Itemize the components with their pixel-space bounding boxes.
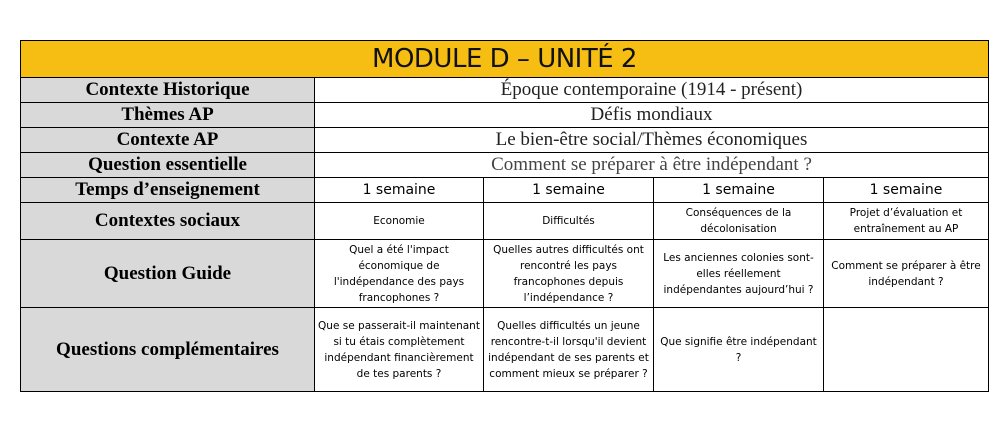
temps-week-4: 1 semaine — [824, 177, 989, 202]
question-guide-3: Les anciennes colonies sont-elles réellement indépendantes aujourd’hui ? — [654, 240, 824, 308]
question-complementaire-3: Que signifie être indépendant ? — [654, 308, 824, 392]
themes-ap-label: Thèmes AP — [21, 102, 315, 127]
question-guide-label: Question Guide — [21, 240, 315, 308]
module-table — [20, 40, 989, 392]
contextes-sociaux-label: Contextes sociaux — [21, 202, 315, 240]
contexte-ap-label: Contexte AP — [21, 127, 315, 152]
temps-week-1: 1 semaine — [315, 177, 484, 202]
contexte-social-2: Difficultés — [484, 202, 654, 240]
question-guide-4: Comment se préparer à être indépendant ? — [824, 240, 989, 308]
question-essentielle-value: Comment se préparer à être indépendant ? — [315, 152, 989, 177]
question-complementaire-4 — [824, 308, 989, 392]
questions-complementaires-label: Questions complémentaires — [21, 308, 315, 392]
contexte-ap-value: Le bien-être social/Thèmes économiques — [315, 127, 989, 152]
contexte-historique-label: Contexte Historique — [21, 77, 315, 102]
contexte-social-1: Economie — [315, 202, 484, 240]
module-title: MODULE D – UNITÉ 2 — [21, 41, 989, 78]
temps-week-2: 1 semaine — [484, 177, 654, 202]
temps-week-3: 1 semaine — [654, 177, 824, 202]
question-guide-2: Quelles autres difficultés ont rencontré les pays francophones depuis l’indépendance ? — [484, 240, 654, 308]
contexte-social-3: Conséquences de la décolonisation — [654, 202, 824, 240]
question-complementaire-2: Quelles difficultés un jeune rencontre-t-il lorsqu'il devient indépendant de ses parents et comment mieux se préparer ? — [484, 308, 654, 392]
contexte-historique-value: Époque contemporaine (1914 - présent) — [315, 77, 989, 102]
question-complementaire-1: Que se passerait-il maintenant si tu étais complètement indépendant financièrement de tes parents ? — [315, 308, 484, 392]
question-essentielle-label: Question essentielle — [21, 152, 315, 177]
themes-ap-value: Défis mondiaux — [315, 102, 989, 127]
question-guide-1: Quel a été l'impact économique de l'indépendance des pays francophones ? — [315, 240, 484, 308]
contexte-social-4: Projet d’évaluation et entraînement au AP — [824, 202, 989, 240]
temps-label: Temps d’enseignement — [21, 177, 315, 202]
